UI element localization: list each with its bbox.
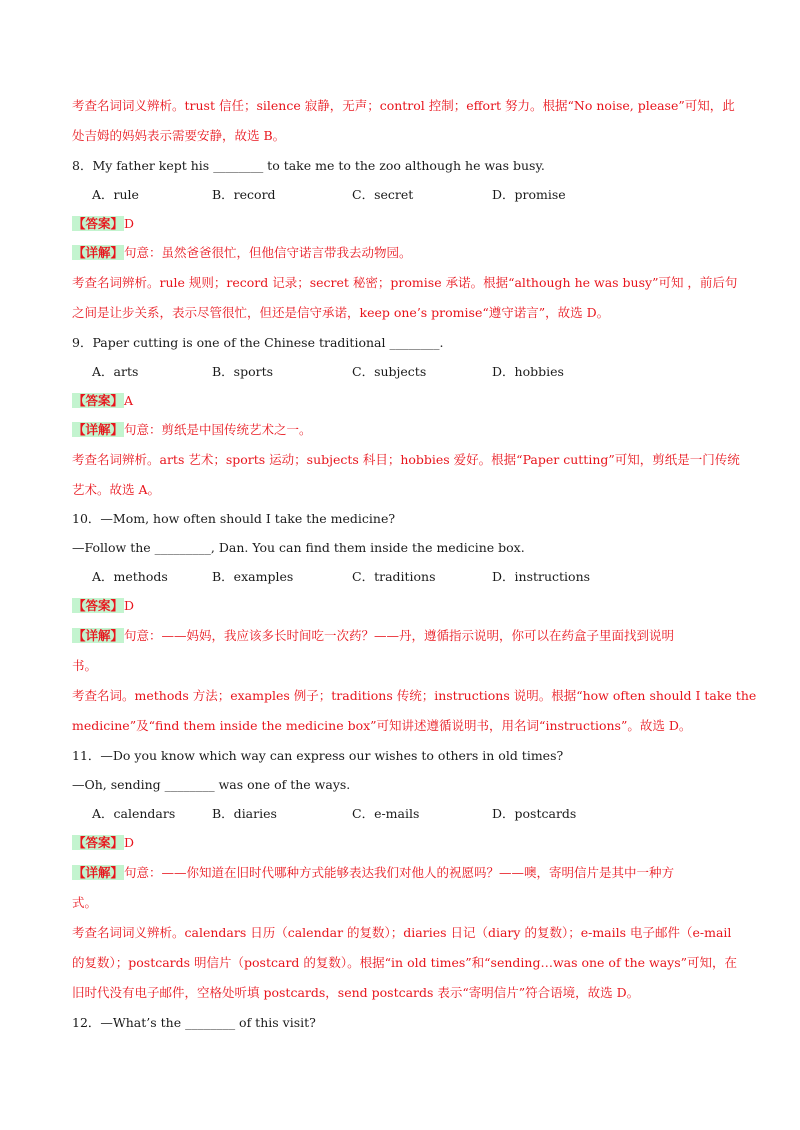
q11-question-line-2: —Oh, sending ________ was one of the ways. [72, 777, 351, 792]
q8-option-d: D．promise [492, 187, 566, 202]
answer-label: 【答案】 [73, 216, 124, 231]
q7-analysis-line-1: 考查名词词义辨析。trust 信任；silence 寂静，无声；control 控制；effort 努力。根据“No noise, please”可知，此 [72, 98, 735, 113]
q9-option-b: B．sports [212, 364, 274, 379]
q9-options [72, 363, 752, 381]
answer-label: 【答案】 [73, 835, 124, 850]
q8-analysis-line-1: 考查名词辨析。rule 规则；record 记录；secret 秘密；promise 承诺。根据“although he was busy”可知 ，前后句 [72, 275, 738, 290]
answer-value: D [124, 216, 135, 231]
q11-analysis-line-3: 旧时代没有电子邮件，空格处听填 postcards，send postcards 表示“寄明信片”符合语境，故选 D。 [72, 985, 640, 1000]
answer-label: 【答案】 [73, 393, 124, 408]
q9-option-a: A．arts [92, 364, 139, 379]
q11-question-line-1: 11．—Do you know which way can express our wishes to others in old times? [72, 748, 564, 763]
q8-options [72, 186, 752, 204]
answer-value: D [124, 598, 135, 613]
q9-option-c: C．subjects [352, 364, 427, 379]
q10-question-line-1: 10．—Mom, how often should I take the medicine? [72, 511, 396, 526]
q11-analysis-line-2: 的复数）；postcards 明信片（postcard 的复数）。根据“in old times”和“sending…was one of the ways”可知，在 [72, 955, 738, 970]
q11-options [72, 805, 752, 823]
q9-question: 9．Paper cutting is one of the Chinese traditional ________. [72, 335, 444, 350]
answer-value: A [124, 393, 134, 408]
q10-detail-line-2: 书。 [72, 658, 98, 673]
detail-label: 【详解】 [73, 865, 124, 880]
q10-analysis-line-2: medicine”及“find them inside the medicine box”可知讲述遵循说明书，用名词“instructions”。故选 D。 [72, 718, 692, 733]
detail-label: 【详解】 [73, 245, 124, 260]
q7-analysis-line-2: 处吉姆的妈妈表示需要安静，故选 B。 [72, 128, 286, 143]
q10-question-line-2: —Follow the _________, Dan. You can find them inside the medicine box. [72, 540, 525, 555]
detail-text: 句意：虽然爸爸很忙，但他信守诺言带我去动物园。 [124, 245, 412, 260]
q11-answer [72, 834, 740, 852]
q12-question: 12．—What’s the ________ of this visit? [72, 1015, 316, 1030]
q10-option-a: A．methods [92, 569, 168, 584]
answer-value: D [124, 835, 135, 850]
q9-analysis-line-1: 考查名词辨析。arts 艺术；sports 运动；subjects 科目；hobbies 爱好。根据“Paper cutting”可知，剪纸是一门传统 [72, 452, 740, 467]
detail-text: 句意：——妈妈，我应该多长时间吃一次药？——丹，遵循指示说明，你可以在药盒子里面找到说明 [124, 628, 675, 643]
q8-answer [72, 215, 740, 233]
detail-text: 句意：剪纸是中国传统艺术之一。 [124, 422, 312, 437]
detail-label: 【详解】 [73, 628, 124, 643]
answer-label: 【答案】 [73, 598, 124, 613]
q11-detail-line-2: 式。 [72, 895, 98, 910]
q10-detail [72, 627, 740, 645]
q9-detail [72, 421, 740, 439]
q8-question: 8．My father kept his ________ to take me to the zoo although he was busy. [72, 158, 545, 173]
q9-analysis-line-2: 艺术。故选 A。 [72, 482, 161, 497]
q10-analysis-line-1: 考查名词。methods 方法；examples 例子；traditions 传统；instructions 说明。根据“how often should I take the [72, 688, 757, 703]
q8-analysis-line-2: 之间是让步关系，表示尽管很忙，但还是信守承诺，keep one’s promise“遵守诺言”，故选 D。 [72, 305, 610, 320]
q10-option-d: D．instructions [492, 569, 591, 584]
detail-label: 【详解】 [73, 422, 124, 437]
q10-option-c: C．traditions [352, 569, 436, 584]
q10-option-b: B．examples [212, 569, 294, 584]
q11-option-c: C．e-mails [352, 806, 420, 821]
q8-detail [72, 244, 740, 262]
q9-answer [72, 392, 740, 410]
q8-option-a: A．rule [92, 187, 139, 202]
detail-text: 句意：——你知道在旧时代哪种方式能够表达我们对他人的祝愿吗？——噢，寄明信片是其中一种方 [124, 865, 675, 880]
q9-option-d: D．hobbies [492, 364, 564, 379]
q11-option-b: B．diaries [212, 806, 277, 821]
q11-detail [72, 864, 740, 882]
q11-option-d: D．postcards [492, 806, 577, 821]
q8-option-c: C．secret [352, 187, 414, 202]
q10-options [72, 568, 752, 586]
q11-option-a: A．calendars [92, 806, 176, 821]
q11-analysis-line-1: 考查名词词义辨析。calendars 日历（calendar 的复数）；diaries 日记（diary 的复数）；e-mails 电子邮件（e-mail [72, 925, 732, 940]
q10-answer [72, 597, 740, 615]
q8-option-b: B．record [212, 187, 276, 202]
